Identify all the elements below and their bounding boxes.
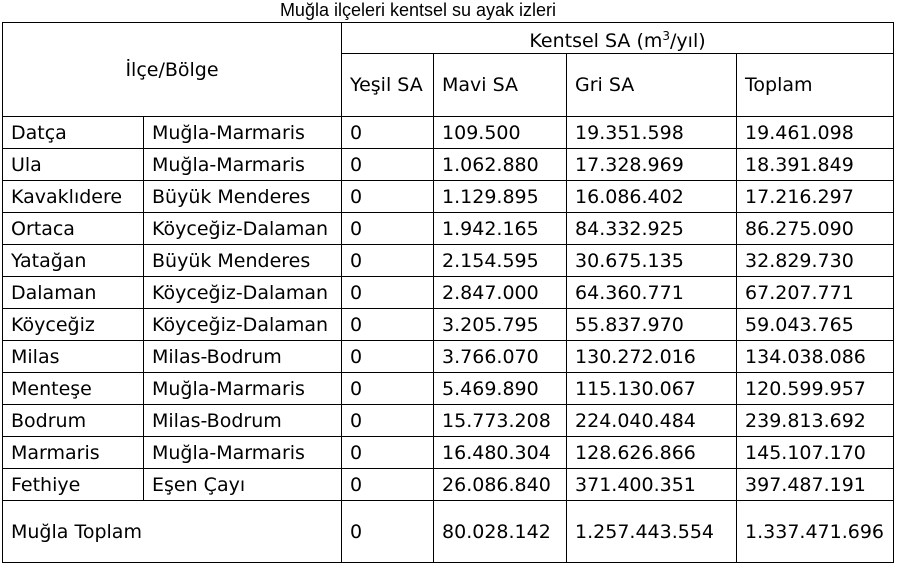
cell-district: Milas	[3, 341, 144, 373]
cell-total: 18.391.849	[737, 149, 894, 181]
cell-district: Köyceğiz	[3, 309, 144, 341]
cell-blue: 1.942.165	[434, 213, 567, 245]
table-row	[3, 181, 894, 213]
total-row	[3, 501, 894, 563]
cell-district: Dalaman	[3, 277, 144, 309]
total-grey: 1.257.443.554	[567, 501, 737, 563]
cell-blue: 2.154.595	[434, 245, 567, 277]
cell-region: Muğla-Marmaris	[144, 149, 342, 181]
cell-grey: 64.360.771	[567, 277, 737, 309]
cell-green: 0	[342, 469, 434, 501]
table-row	[3, 341, 894, 373]
cell-green: 0	[342, 277, 434, 309]
cell-grey: 16.086.402	[567, 181, 737, 213]
cell-green: 0	[342, 405, 434, 437]
cell-green: 0	[342, 181, 434, 213]
cell-district: Fethiye	[3, 469, 144, 501]
cell-region: Köyceğiz-Dalaman	[144, 213, 342, 245]
cell-blue: 5.469.890	[434, 373, 567, 405]
cell-total: 145.107.170	[737, 437, 894, 469]
header-row-group	[3, 23, 894, 54]
cell-total: 120.599.957	[737, 373, 894, 405]
total-green: 0	[342, 501, 434, 563]
cell-total: 17.216.297	[737, 181, 894, 213]
cell-blue: 26.086.840	[434, 469, 567, 501]
cell-total: 19.461.098	[737, 117, 894, 149]
cell-grey: 17.328.969	[567, 149, 737, 181]
total-label: Muğla Toplam	[3, 501, 342, 563]
table-row	[3, 245, 894, 277]
cell-blue: 15.773.208	[434, 405, 567, 437]
cell-total: 86.275.090	[737, 213, 894, 245]
cell-grey: 19.351.598	[567, 117, 737, 149]
header-urban-wf-sup: 3	[662, 28, 671, 43]
cell-green: 0	[342, 149, 434, 181]
cell-district: Ortaca	[3, 213, 144, 245]
cell-blue: 3.766.070	[434, 341, 567, 373]
cell-total: 397.487.191	[737, 469, 894, 501]
cell-grey: 130.272.016	[567, 341, 737, 373]
table-caption: Muğla ilçeleri kentsel su ayak izleri	[279, 0, 557, 20]
cell-district: Kavaklıdere	[3, 181, 144, 213]
table-row	[3, 117, 894, 149]
cell-region: Eşen Çayı	[144, 469, 342, 501]
header-total-wf: Toplam	[737, 54, 894, 117]
cell-grey: 371.400.351	[567, 469, 737, 501]
cell-green: 0	[342, 437, 434, 469]
table-row	[3, 469, 894, 501]
header-urban-wf	[342, 23, 894, 54]
cell-green: 0	[342, 373, 434, 405]
table-row	[3, 405, 894, 437]
cell-total: 32.829.730	[737, 245, 894, 277]
cell-blue: 109.500	[434, 117, 567, 149]
cell-region: Muğla-Marmaris	[144, 437, 342, 469]
cell-region: Köyceğiz-Dalaman	[144, 309, 342, 341]
table-row	[3, 437, 894, 469]
header-urban-wf-prefix: Kentsel SA (m	[529, 29, 663, 52]
water-footprint-table	[2, 22, 894, 563]
table-row	[3, 213, 894, 245]
cell-grey: 128.626.866	[567, 437, 737, 469]
cell-region: Büyük Menderes	[144, 245, 342, 277]
cell-grey: 115.130.067	[567, 373, 737, 405]
cell-district: Datça	[3, 117, 144, 149]
cell-blue: 2.847.000	[434, 277, 567, 309]
cell-district: Yatağan	[3, 245, 144, 277]
header-green-wf: Yeşil SA	[342, 54, 434, 117]
cell-district: Ula	[3, 149, 144, 181]
header-blue-wf: Mavi SA	[434, 54, 567, 117]
cell-total: 134.038.086	[737, 341, 894, 373]
table-row	[3, 149, 894, 181]
cell-grey: 224.040.484	[567, 405, 737, 437]
cell-region: Köyceğiz-Dalaman	[144, 277, 342, 309]
cell-green: 0	[342, 245, 434, 277]
cell-total: 67.207.771	[737, 277, 894, 309]
cell-total: 239.813.692	[737, 405, 894, 437]
header-district-region: İlçe/Bölge	[3, 23, 342, 117]
cell-district: Marmaris	[3, 437, 144, 469]
cell-region: Muğla-Marmaris	[144, 373, 342, 405]
cell-region: Milas-Bodrum	[144, 405, 342, 437]
cell-green: 0	[342, 117, 434, 149]
cell-grey: 84.332.925	[567, 213, 737, 245]
total-sum: 1.337.471.696	[737, 501, 894, 563]
cell-district: Bodrum	[3, 405, 144, 437]
header-grey-wf: Gri SA	[567, 54, 737, 117]
cell-blue: 1.129.895	[434, 181, 567, 213]
cell-grey: 30.675.135	[567, 245, 737, 277]
cell-green: 0	[342, 213, 434, 245]
cell-grey: 55.837.970	[567, 309, 737, 341]
cell-region: Muğla-Marmaris	[144, 117, 342, 149]
cell-blue: 1.062.880	[434, 149, 567, 181]
cell-total: 59.043.765	[737, 309, 894, 341]
cell-green: 0	[342, 341, 434, 373]
cell-blue: 16.480.304	[434, 437, 567, 469]
cell-green: 0	[342, 309, 434, 341]
table-row	[3, 277, 894, 309]
cell-region: Büyük Menderes	[144, 181, 342, 213]
cell-region: Milas-Bodrum	[144, 341, 342, 373]
table-row	[3, 309, 894, 341]
header-urban-wf-suffix: /yıl)	[670, 29, 706, 52]
cell-district: Menteşe	[3, 373, 144, 405]
cell-blue: 3.205.795	[434, 309, 567, 341]
table-row	[3, 373, 894, 405]
total-blue: 80.028.142	[434, 501, 567, 563]
